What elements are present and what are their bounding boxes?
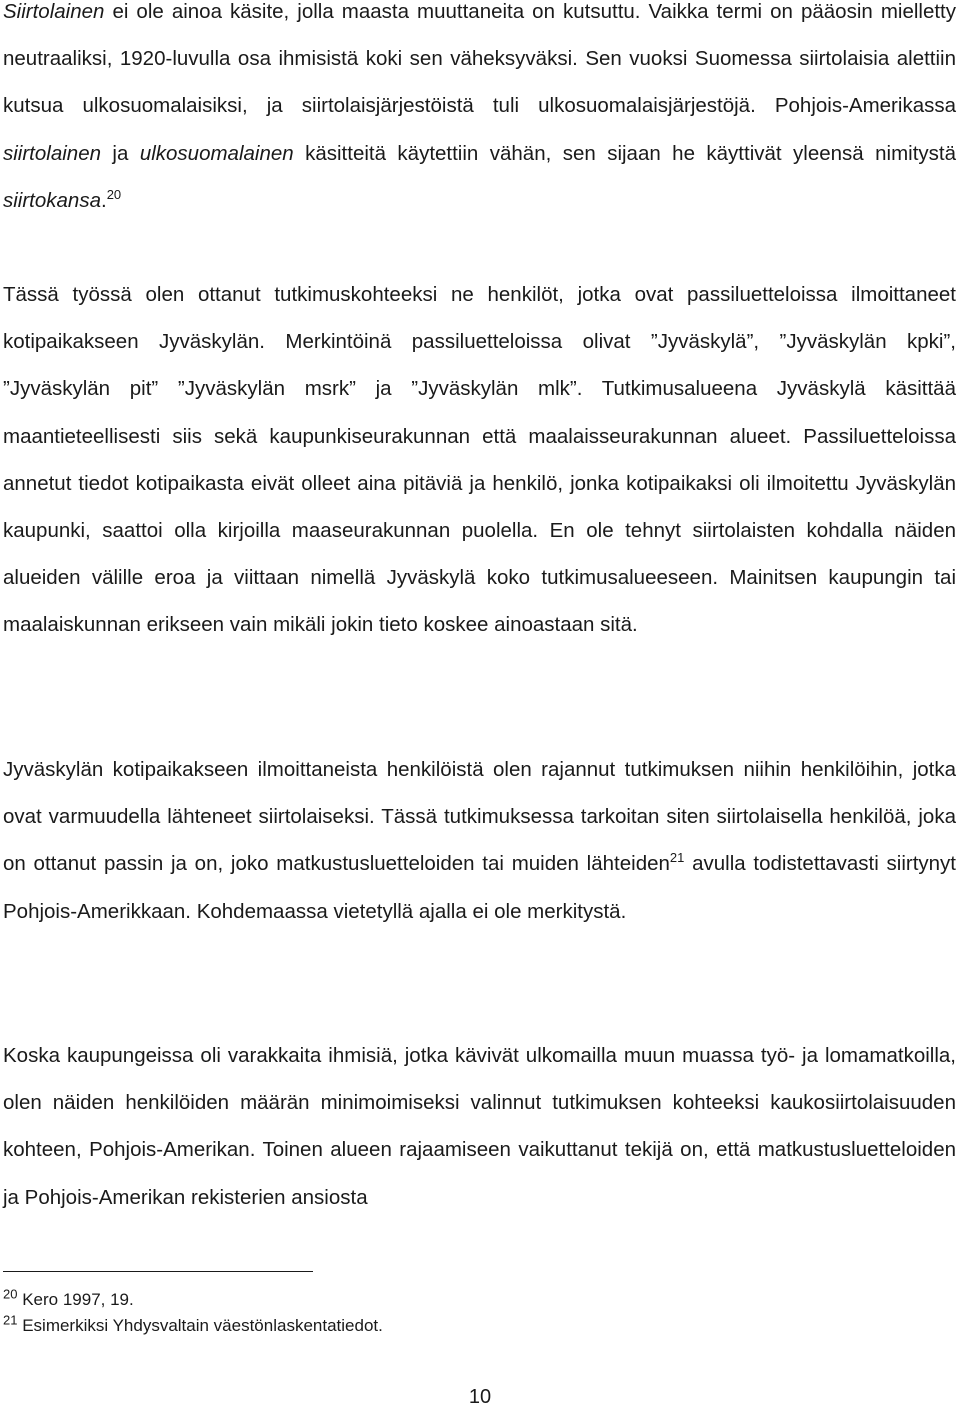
page-number: 10 [468,1386,492,1408]
term-ulkosuomalainen: ulkosuomalainen [139,141,294,165]
footnote-text: Kero 1997, 19. [22,1290,134,1309]
paragraph-2: Tässä työssä olen ottanut tutkimuskohteeksi ne henkilöt, jotka ovat passiluetteloissa ilmoittaneet kotipaikakseen Jyväskylän. Merkintöinä passiluetteloissa olivat ”Jyväskylä”, ”Jyväskylän kpki”, ”Jyväskylän pit” ”Jyväskylän msrk” ja ”Jyväskylän mlk”. Tutkimusalueena Jyväskylä käsittää maantieteellisesti siis sekä kaupunkiseurakunnan että maalaisseurakunnan alueet. Passiluetteloissa annetut tiedot kotipaikasta eivät olleet aina pitäviä ja henkilö, jonka kotipaikaksi oli ilmoitettu Jyväskylän kaupunki, saattoi olla kirjoilla maaseurakunnan puolella. En ole tehnyt siirtolaisten kohdalla näiden alueiden välille eroa ja viittaan nimellä Jyväskylä koko tutkimusalueeseen. Mainitsen kaupungin tai maalaiskunnan erikseen vain mikäli jokin tieto koskee ainoastaan sitä. [3,283,956,637]
footnote-number: 21 [3,1312,18,1328]
paragraph-4: Koska kaupungeissa oli varakkaita ihmisiä, jotka kävivät ulkomailla muun muassa työ- ja lomamatkoilla, olen näiden henkilöiden määrän minimoimiseksi valinnut tutkimuksen kohteeksi kaukosiirtolaisuuden kohteen, Pohjois-Amerikan. Toinen alueen rajaamiseen vaikuttanut tekijä on, että matkustusluetteloiden ja Pohjois-Amerikan rekisterien ansiosta [3,1044,956,1209]
footnote-20 [3,1288,134,1312]
paragraph-3 [3,746,956,935]
footnote-number: 20 [3,1286,18,1302]
term-siirtokansa: siirtokansa [3,188,101,212]
paragraph-1-text-b: ja [101,141,140,165]
paragraph-1-text-c: käsitteitä käytettiin vähän, sen sijaan he käyttivät yleensä nimitystä [293,141,956,165]
paragraph-3-text-a: Jyväskylän kotipaikakseen ilmoittaneista henkilöistä olen rajannut tutkimuksen niihin henkilöihin, jotka ovat varmuudella lähteneet siirtolaiseksi. Tässä tutkimuksessa tarkoitan siten siirtolaisella henkilöä, joka on ottanut passin ja on, joko matkustusluetteloiden tai muiden lähteiden [3,758,956,876]
footnote-ref-20[interactable]: 20 [106,186,122,202]
paragraph-1-text-d: . [101,188,107,212]
paragraph-3-text-b: avulla todistettavasti siirtynyt Pohjois-Amerikkaan. Kohdemaassa vietetyllä ajalla ei ole merkitystä. [3,852,956,923]
footnote-ref-21[interactable]: 21 [669,850,685,866]
term-siirtolainen-inline: siirtolainen [3,141,101,165]
footnote-separator [3,1271,313,1272]
footnote-21 [3,1314,383,1338]
paragraph-1-text-a: ei ole ainoa käsite, jolla maasta muuttaneita on kutsuttu. Vaikka termi on pääosin mielletty neutraaliksi, 1920-luvulla osa ihmisistä koki sen väheksyväksi. Sen vuoksi Suomessa siirtolaisia alettiin kutsua ulkosuomalaisiksi, ja siirtolaisjärjestöistä tuli ulkosuomalaisjärjestöjä. Pohjois-Amerikassa [3,0,956,118]
term-siirtolainen: Siirtolainen [3,0,105,23]
paragraph-1 [3,0,956,224]
footnote-text: Esimerkiksi Yhdysvaltain väestönlaskentatiedot. [22,1316,383,1335]
